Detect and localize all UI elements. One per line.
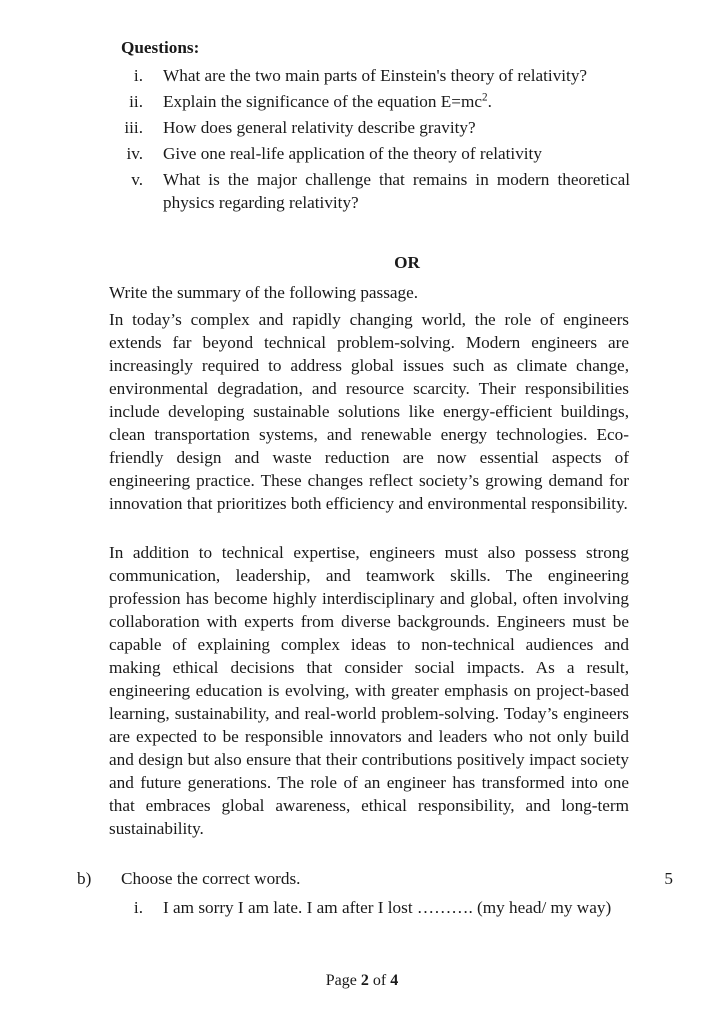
- question-item: [100, 64, 630, 87]
- questions-list: [100, 64, 630, 217]
- question-item: [100, 896, 630, 919]
- or-divider: OR: [394, 253, 420, 272]
- footer-of-word: of: [372, 972, 387, 989]
- question-number: ii.: [129, 92, 143, 111]
- footer-total-pages: 4: [390, 972, 399, 989]
- question-text-main: Explain the significance of the equation E=mc: [163, 92, 482, 111]
- page-footer: [0, 969, 724, 992]
- question-item: [100, 90, 630, 113]
- question-text: What are the two main parts of Einstein's theory of relativity?: [163, 66, 588, 85]
- passage-paragraph: In addition to technical expertise, engineers must also possess strong communication, leadership, and teamwork skills. The engineering profession has become highly interdisciplinary and global, often involving collaboration with experts from diverse backgrounds. Engineers must be capable of explaining complex ideas to non-technical audiences and making ethical decisions that consider social impacts. As a result, engineering education is evolving, with greater emphasis on project-based learning, sustainability, and real-world problem-solving. Today’s engineers are expected to be responsible innovators and leaders who not only build and design but also ensure that their contributions positively impact society and future generations. The role of an engineer has transformed into one that embraces global awareness, ethical responsibility, and long-term sustainability.: [109, 543, 629, 838]
- question-text: How does general relativity describe gravity?: [163, 118, 476, 137]
- question-text: What is the major challenge that remains in modern theoretical physics regarding relativity?: [163, 170, 630, 212]
- question-text: I am sorry I am late. I am after I lost ………. (my head/ my way): [163, 898, 612, 917]
- question-number: i.: [133, 66, 143, 85]
- question-item: [100, 116, 630, 139]
- section-label: b): [77, 869, 92, 888]
- section-b-header: [77, 867, 673, 890]
- question-item: [100, 142, 630, 165]
- footer-page-word: Page: [325, 972, 357, 989]
- footer-current-page: 2: [360, 972, 369, 989]
- summary-instruction: Write the summary of the following passage.: [109, 283, 419, 302]
- section-instruction: Choose the correct words.: [121, 869, 301, 888]
- passage-paragraph: In today’s complex and rapidly changing world, the role of engineers extends far beyond technical problem-solving. Modern engineers are increasingly required to address global issues such as climate change, environmental degradation, and resource scarcity. Their responsibilities include developing sustainable solutions like energy-efficient buildings, clean transportation systems, and renewable energy technologies. Eco-friendly design and waste reduction are now essential aspects of engineering practice. These changes reflect society’s growing demand for innovation that prioritizes both efficiency and environmental responsibility.: [109, 310, 629, 513]
- question-text: [163, 90, 630, 113]
- question-item: [100, 168, 630, 214]
- question-number: v.: [131, 170, 143, 189]
- questions-heading: Questions:: [121, 38, 200, 57]
- question-number: iv.: [126, 144, 143, 163]
- question-number: iii.: [124, 118, 143, 137]
- question-text-end: .: [487, 92, 492, 111]
- question-text: Give one real-life application of the theory of relativity: [163, 144, 542, 163]
- section-b-list: [100, 896, 630, 922]
- superscript-exponent: 2: [481, 91, 488, 104]
- section-marks: 5: [664, 869, 673, 888]
- question-number: i.: [133, 898, 143, 917]
